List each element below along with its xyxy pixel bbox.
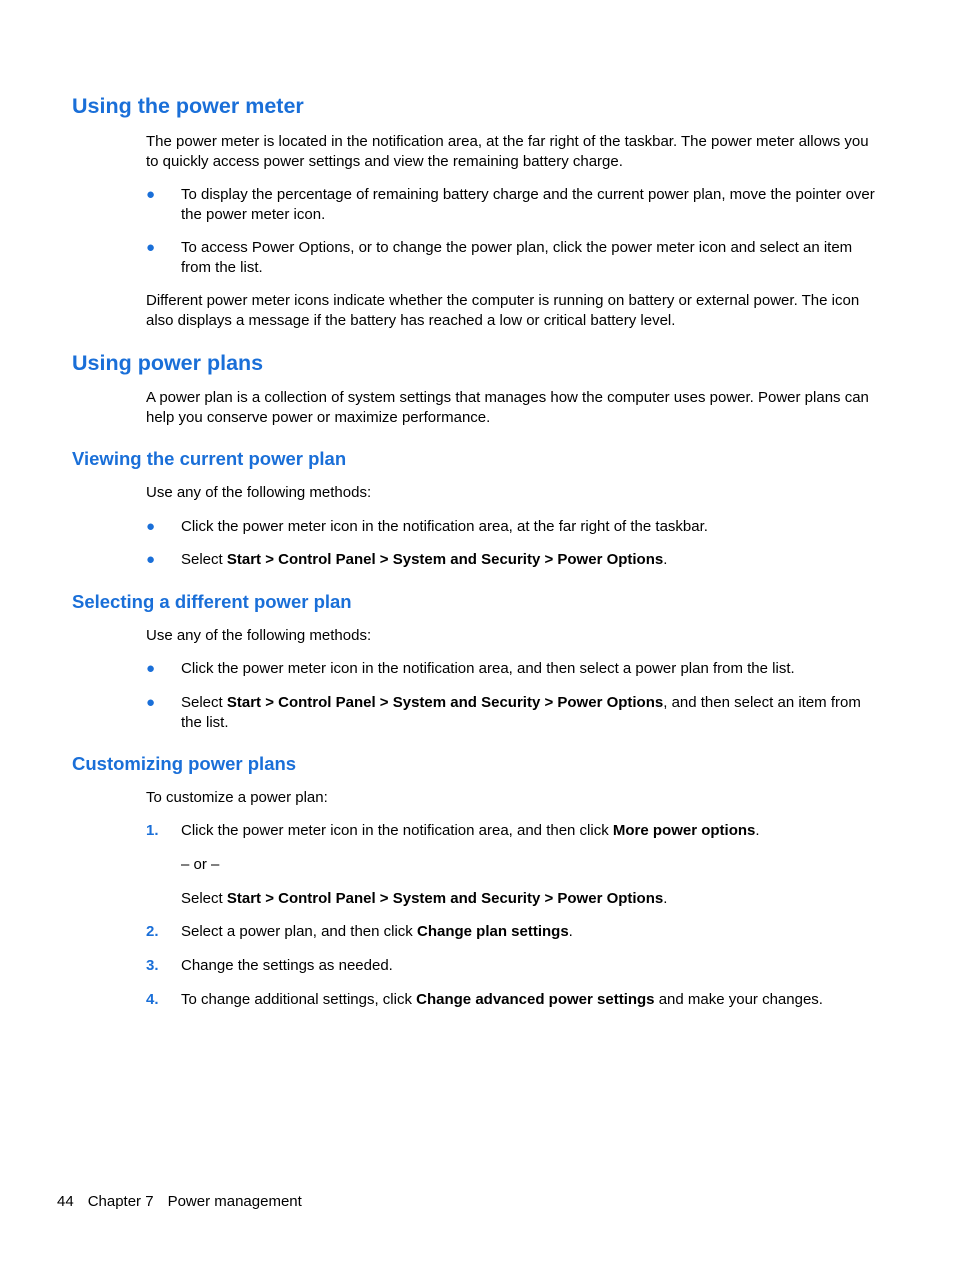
heading-customizing-plans: Customizing power plans: [72, 753, 297, 774]
step-alternative: Select Start > Control Panel > System and Security > Power Options.: [181, 890, 668, 907]
list-item-text: Click the power meter icon in the notification area, and then select a power plan from the list.: [181, 660, 795, 677]
step-text: Click the power meter icon in the notification area, and then click More power options.: [181, 822, 760, 839]
step-number: 4.: [146, 991, 159, 1008]
bullet-icon: ●: [146, 186, 156, 203]
step-text: Select a power plan, and then click Change plan settings.: [181, 923, 573, 940]
step-item: [146, 922, 876, 942]
chapter-label: Chapter 7: [87, 1193, 154, 1210]
list-item-text: Select Start > Control Panel > System and Security > Power Options, and then select an item from the list.: [181, 694, 861, 731]
page-number: 44: [57, 1193, 74, 1210]
paragraph: To customize a power plan:: [146, 789, 328, 806]
paragraph: A power plan is a collection of system settings that manages how the computer uses power. Power plans can help you conserve power or maximize performance.: [146, 389, 869, 426]
step-text: To change additional settings, click Change advanced power settings and make your changes.: [181, 991, 823, 1008]
step-item: [146, 956, 876, 976]
bullet-icon: ●: [146, 660, 156, 677]
bullet-icon: ●: [146, 518, 156, 535]
list-item-text: To display the percentage of remaining battery charge and the current power plan, move the pointer over the power meter icon.: [181, 186, 875, 223]
list-item-text: Click the power meter icon in the notification area, at the far right of the taskbar.: [181, 518, 708, 535]
list-item: [146, 238, 876, 277]
heading-using-power-plans: Using power plans: [72, 351, 264, 375]
list-item-text: To access Power Options, or to change the power plan, click the power meter icon and select an item from the list.: [181, 239, 853, 276]
heading-using-power-meter: Using the power meter: [72, 94, 304, 118]
paragraph: Different power meter icons indicate whether the computer is running on battery or external power. The icon also displays a message if the battery has reached a low or critical battery level.: [146, 292, 860, 329]
paragraph: Use any of the following methods:: [146, 484, 372, 501]
list-item: [146, 550, 876, 570]
list-item-text: Select Start > Control Panel > System and Security > Power Options.: [181, 551, 668, 568]
or-separator: – or –: [181, 856, 220, 873]
page-footer: [57, 1192, 316, 1212]
paragraph: Use any of the following methods:: [146, 627, 372, 644]
step-item: [146, 821, 876, 841]
step-text: Change the settings as needed.: [181, 957, 393, 974]
bullet-icon: ●: [146, 239, 156, 256]
list-item: [146, 517, 876, 537]
paragraph: The power meter is located in the notification area, at the far right of the taskbar. The power meter allows you to quickly access power settings and view the remaining battery charge.: [146, 133, 869, 170]
step-number: 2.: [146, 923, 159, 940]
heading-viewing-current-plan: Viewing the current power plan: [72, 448, 347, 469]
chapter-title: Power management: [167, 1193, 302, 1210]
bullet-icon: ●: [146, 551, 156, 568]
list-item: [146, 659, 876, 679]
heading-selecting-plan: Selecting a different power plan: [72, 591, 352, 612]
step-item: [146, 990, 876, 1010]
step-number: 1.: [146, 822, 159, 839]
bullet-icon: ●: [146, 694, 156, 711]
list-item: [146, 693, 876, 732]
list-item: [146, 185, 876, 224]
step-number: 3.: [146, 957, 159, 974]
